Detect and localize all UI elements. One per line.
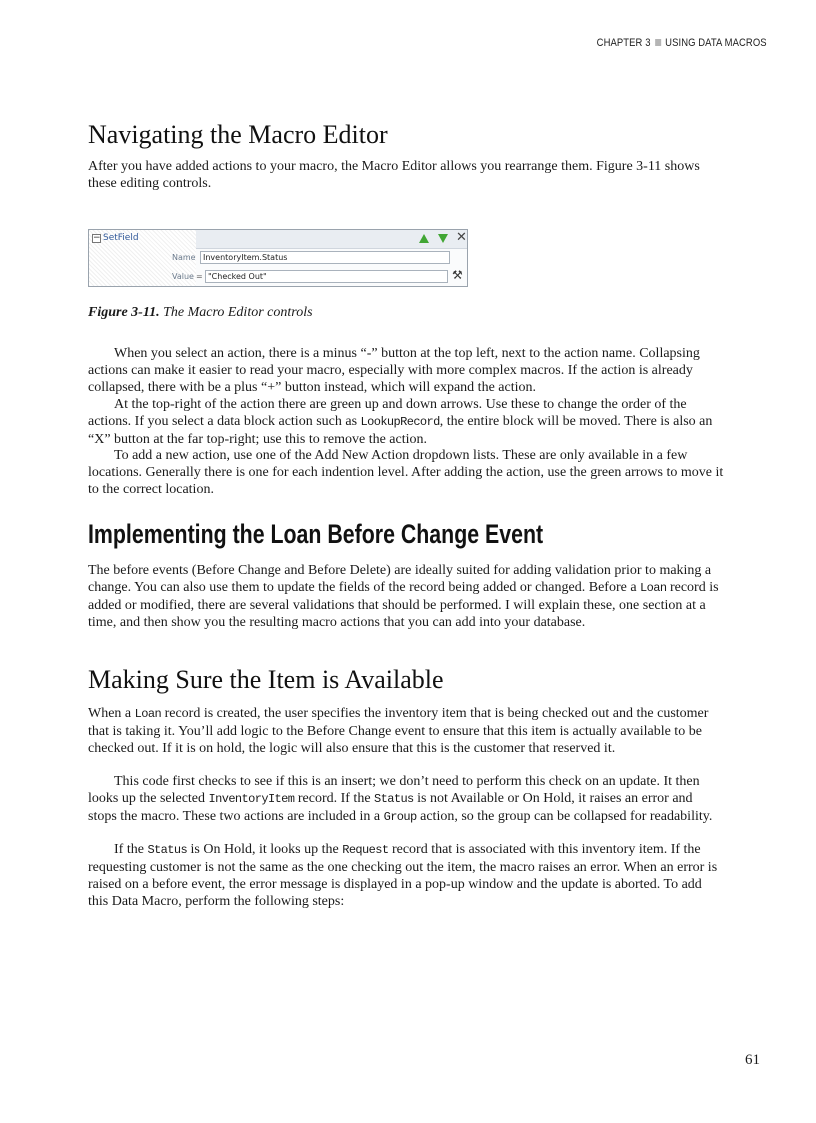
- running-head: [597, 37, 767, 49]
- value-label: Value: [172, 272, 194, 281]
- code-status: Status: [374, 792, 414, 806]
- text-run: record is created, the user specifies the inventory item that is being checked out and the customer that is taking it. You’ll add logic to the Before Change event to ensure that this item is actually available to be checked out. If it is on hold, the logic will also ensure that this is the customer that reserved it.: [88, 706, 709, 756]
- paragraph-arrows: [88, 396, 724, 448]
- code-lookuprecord: LookupRecord: [360, 415, 440, 429]
- text-run: record that is associated with this inventory item. If the requesting customer is not the same as the one checking out the item, the macro raises an error. When an error is raised on a before event, the error message is displayed in a pop-up window and the update is aborted. To add this Data Macro, perform the following steps:: [88, 842, 718, 909]
- remove-action-icon[interactable]: ✕: [456, 230, 467, 245]
- chapter-label: CHAPTER 3: [597, 37, 651, 49]
- text-run: record. If the: [294, 791, 375, 806]
- chapter-title: USING DATA MACROS: [665, 37, 767, 49]
- macro-editor-figure: [88, 229, 468, 287]
- code-group: Group: [383, 810, 417, 824]
- figure-caption-label: Figure 3-11.: [88, 305, 160, 320]
- code-inventoryitem: InventoryItem: [208, 792, 295, 806]
- text-run: The before events (Before Change and Before Delete) are ideally suited for adding validation prior to making a change. You can also use them to update the fields of the record being added or changed. Before a: [88, 563, 712, 595]
- paragraph-before-events: [88, 562, 724, 631]
- text-run: is not Available or On Hold, it raises an error and stops the macro. These two actions are included in a: [88, 791, 693, 824]
- name-field[interactable]: InventoryItem.Status: [200, 251, 450, 264]
- text-run: If the: [114, 842, 148, 857]
- code-status: Status: [147, 843, 188, 857]
- paragraph-insert-check: [88, 773, 724, 826]
- text-run: This code first checks to see if this is an insert; we don’t need to perform this check on an update. It then looks up the selected: [88, 774, 700, 806]
- text-run: At the top-right of the action there are green up and down arrows. Use these to change the order of the actions. If you select a data block action such as: [88, 397, 687, 429]
- collapse-minus-icon[interactable]: −: [93, 233, 101, 243]
- text-run: record is added or modified, there are several validations that should be performed. I will explain these, one section at a time, and then show you the resulting macro actions that you can add into your database.: [88, 580, 719, 630]
- page-number: 61: [745, 1052, 760, 1068]
- code-loan: Loan: [640, 581, 667, 595]
- text-run: is On Hold, it looks up the: [187, 842, 343, 857]
- action-name: SetField: [103, 233, 139, 243]
- paragraph-collapse: When you select an action, there is a minus “-” button at the top left, next to the action name. Collapsing actions can make it easier to read your macro, especially with more complex macros. If the action is already collapsed, there with be a plus “+” button instead, which will expand the action.: [88, 346, 700, 395]
- code-request: Request: [342, 843, 389, 857]
- paragraph-add-action: To add a new action, use one of the Add New Action dropdown lists. These are only available in a few locations. Generally there is one for each indention level. After adding the action, use the green arrows to move it to the correct location.: [88, 448, 724, 497]
- move-up-arrow-icon[interactable]: [419, 234, 429, 243]
- section-heading-loan-before-change: Implementing the Loan Before Change Event: [88, 519, 544, 549]
- value-field[interactable]: "Checked Out": [205, 270, 448, 283]
- section1-intro: After you have added actions to your macro, the Macro Editor allows you rearrange them. Figure 3-11 shows these editing controls.: [88, 159, 700, 191]
- section-heading-item-available: Making Sure the Item is Available: [88, 665, 444, 694]
- figure-caption: [88, 305, 313, 321]
- text-run: , the entire block will be moved. There is also an “X” button at the far top-right; use this to remove the action.: [88, 414, 713, 447]
- text-run: action, so the group can be collapsed for readability.: [416, 809, 713, 824]
- name-label: Name: [172, 253, 196, 262]
- figure-caption-text: The Macro Editor controls: [163, 305, 313, 320]
- expression-builder-icon[interactable]: ⚒: [452, 268, 463, 282]
- section-heading-navigating: Navigating the Macro Editor: [88, 120, 388, 149]
- code-loan: Loan: [134, 707, 162, 721]
- paragraph-on-hold: [88, 841, 724, 910]
- move-down-arrow-icon[interactable]: [438, 234, 448, 243]
- text-run: When a: [88, 706, 135, 721]
- separator-square-icon: [655, 39, 661, 46]
- paragraph-loan-created: [88, 705, 724, 757]
- equals-sign: =: [196, 272, 203, 281]
